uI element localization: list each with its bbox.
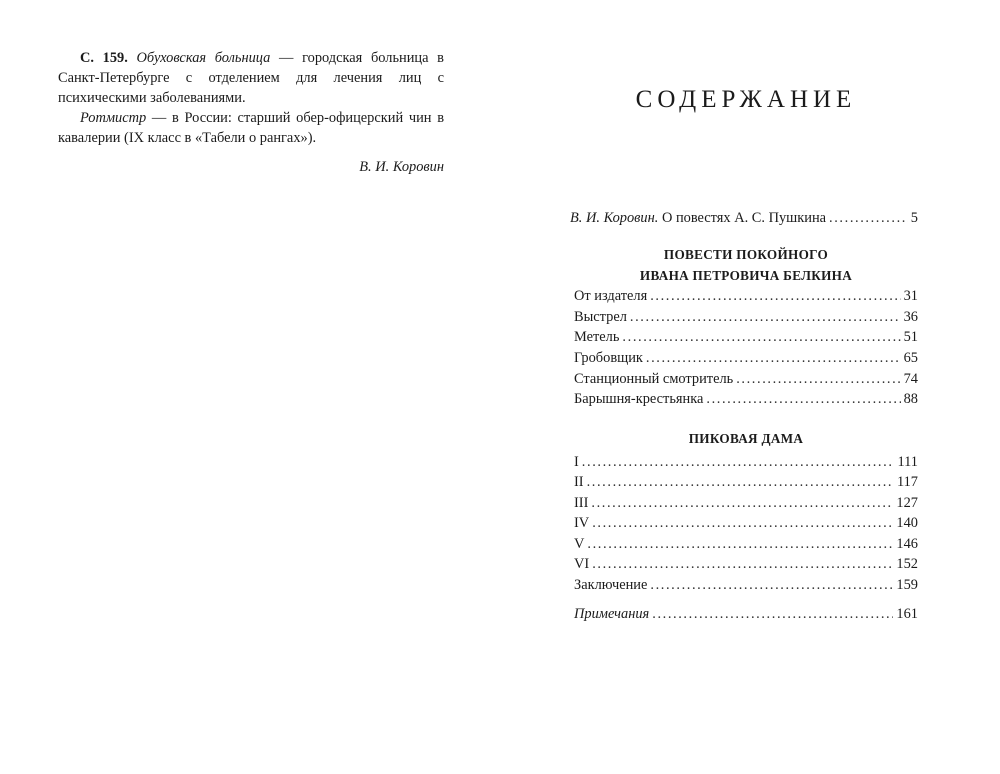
dot-leader bbox=[736, 369, 900, 389]
notes-signature: В. И. Коровин bbox=[359, 159, 444, 175]
toc-entry-label: V bbox=[574, 536, 585, 552]
toc-entry-notes[interactable] bbox=[574, 604, 918, 624]
toc-entry-page: 88 bbox=[903, 391, 918, 407]
toc-entry-page: 127 bbox=[896, 495, 918, 511]
dot-leader bbox=[592, 554, 893, 574]
toc-entry-label: Станционный смотритель bbox=[574, 371, 734, 387]
dot-leader bbox=[706, 389, 900, 409]
toc-entry[interactable] bbox=[574, 554, 918, 574]
toc-entry-label: В. И. Коровин. О повестях А. С. Пушкина bbox=[570, 210, 827, 226]
dot-leader bbox=[582, 452, 895, 472]
dot-leader bbox=[650, 286, 900, 306]
toc-entry[interactable] bbox=[574, 452, 918, 472]
toc-entry[interactable] bbox=[574, 472, 918, 492]
note-rotmistr bbox=[58, 108, 444, 148]
toc-entry-label: Заключение bbox=[574, 577, 648, 593]
dot-leader bbox=[587, 472, 894, 492]
dot-leader bbox=[587, 534, 893, 554]
toc-entry-label: III bbox=[574, 495, 589, 511]
toc-entry-label: От издателя bbox=[574, 288, 648, 304]
section-heading-line: ИВАНА ПЕТРОВИЧА БЕЛКИНА bbox=[639, 268, 853, 283]
toc-entry[interactable] bbox=[574, 534, 918, 554]
toc-entry[interactable] bbox=[574, 369, 918, 389]
section-heading-queen-of-spades bbox=[574, 428, 918, 449]
toc-entry-page: 65 bbox=[903, 350, 918, 366]
dot-leader bbox=[592, 513, 893, 533]
toc-title: СОДЕРЖАНИЕ bbox=[635, 86, 857, 113]
toc-entry-page: 161 bbox=[896, 606, 918, 622]
toc-entry-intro[interactable] bbox=[570, 208, 918, 228]
dot-leader bbox=[622, 327, 900, 347]
toc-entry-page: 111 bbox=[897, 454, 918, 470]
note-term: Ротмистр bbox=[80, 110, 147, 126]
dot-leader bbox=[591, 493, 893, 513]
dot-leader bbox=[652, 604, 893, 624]
toc-entry[interactable] bbox=[574, 493, 918, 513]
toc-entry-page: 140 bbox=[896, 515, 918, 531]
toc-entry-page: 152 bbox=[896, 556, 918, 572]
toc-entry-page: 117 bbox=[896, 474, 918, 490]
toc-entry-page: 74 bbox=[903, 371, 918, 387]
toc-entry[interactable] bbox=[574, 307, 918, 327]
toc-entry-label: Барышня-крестьянка bbox=[574, 391, 704, 407]
toc-entry-label: I bbox=[574, 454, 579, 470]
note-page-ref: С. 159. bbox=[80, 50, 128, 66]
toc-entry-label: VI bbox=[574, 556, 590, 572]
toc-entry-page: 51 bbox=[903, 329, 918, 345]
toc-entry[interactable] bbox=[574, 389, 918, 409]
dot-leader bbox=[630, 307, 901, 327]
section-heading-line: ПОВЕСТИ ПОКОЙНОГО bbox=[663, 247, 829, 262]
toc-entry-label: II bbox=[574, 474, 584, 490]
toc-entry[interactable] bbox=[574, 513, 918, 533]
toc-entry[interactable] bbox=[574, 327, 918, 347]
left-page bbox=[58, 48, 444, 177]
note-obukhov-hospital bbox=[58, 48, 444, 108]
note-text: — в России: старший обер-офицерский чин в кавалерии (IX класс в «Табели о рангах»). bbox=[58, 110, 444, 146]
section-heading-belkin bbox=[574, 244, 918, 286]
section-heading-line: ПИКОВАЯ ДАМА bbox=[688, 431, 804, 446]
dot-leader bbox=[646, 348, 901, 368]
toc-entry-page: 159 bbox=[896, 577, 918, 593]
toc-entry-label: Гробовщик bbox=[574, 350, 643, 366]
toc-entry-page: 31 bbox=[903, 288, 918, 304]
toc-entry-page: 146 bbox=[896, 536, 918, 552]
toc-entry-label: IV bbox=[574, 515, 590, 531]
toc-entry-label: Выстрел bbox=[574, 309, 627, 325]
dot-leader bbox=[829, 208, 908, 228]
note-term: Обуховская больница bbox=[136, 50, 271, 66]
toc-entry[interactable] bbox=[574, 575, 918, 595]
dot-leader bbox=[650, 575, 893, 595]
toc-entry-author: В. И. Коровин. bbox=[570, 210, 659, 226]
toc-entry-label: Метель bbox=[574, 329, 620, 345]
toc-entry[interactable] bbox=[574, 286, 918, 306]
toc-entry-page: 36 bbox=[903, 309, 918, 325]
toc-entry[interactable] bbox=[574, 348, 918, 368]
toc-entry-page: 5 bbox=[910, 210, 918, 226]
toc-entry-label: Примечания bbox=[574, 606, 650, 622]
note-text: — городская больница в Санкт-Петербурге с отделением для лечения лиц с психическими заболеваниями. bbox=[58, 50, 444, 106]
